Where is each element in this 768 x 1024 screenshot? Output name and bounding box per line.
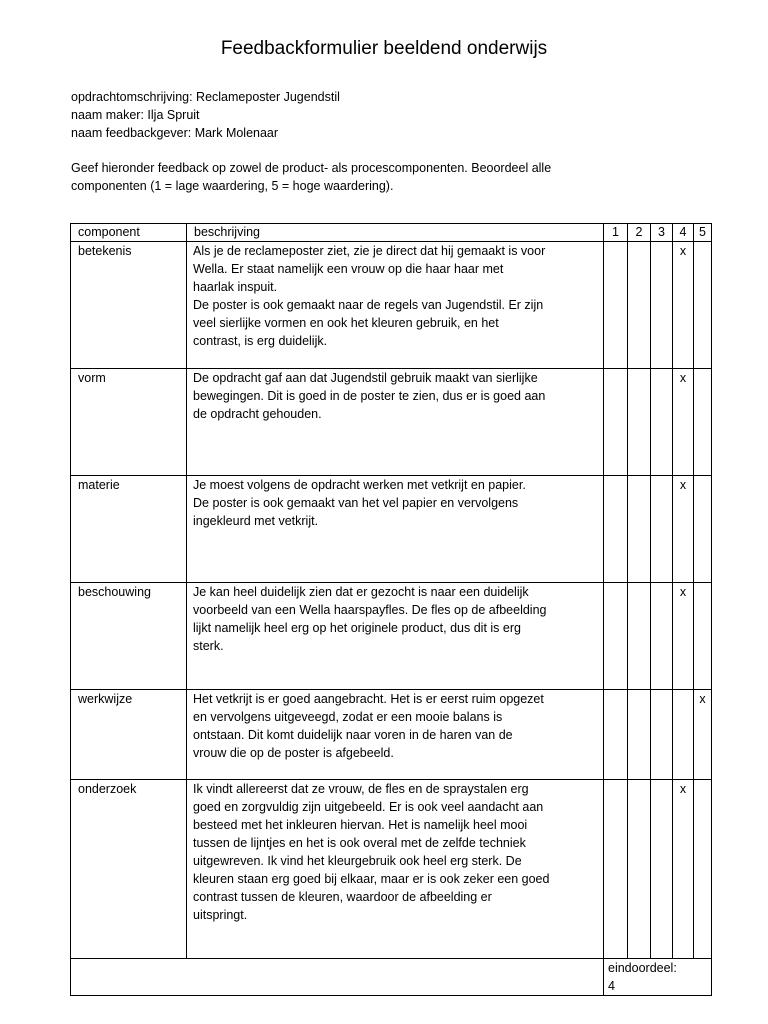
description-line: lijkt namelijk heel erg op het originele product, dus dit is erg: [193, 621, 521, 635]
score-cell-4: x: [673, 476, 694, 583]
score-cell-1: [604, 242, 628, 369]
description-line: Het vetkrijt is er goed aangebracht. Het is er eerst ruim opgezet: [193, 692, 544, 706]
description-cell: [187, 780, 604, 959]
component-cell: beschouwing: [71, 583, 187, 690]
component-cell: onderzoek: [71, 780, 187, 959]
table-row: [71, 690, 712, 780]
score-cell-3: [651, 476, 673, 583]
score-cell-5: x: [694, 690, 712, 780]
description-line: sterk.: [193, 639, 224, 653]
feedback-giver-line: naam feedbackgever: Mark Molenaar: [71, 126, 279, 140]
description-cell: [187, 583, 604, 690]
description-line: contrast, is erg duidelijk.: [193, 334, 328, 348]
final-score-label: eindoordeel:: [608, 961, 677, 975]
score-cell-3: [651, 583, 673, 690]
score-cell-4: x: [673, 242, 694, 369]
instruction-text: [71, 159, 711, 195]
table-row: [71, 583, 712, 690]
score-cell-1: [604, 369, 628, 476]
page-title: Feedbackformulier beeldend onderwijs: [220, 38, 548, 59]
score-cell-5: [694, 583, 712, 690]
description-line: Je moest volgens de opdracht werken met vetkrijt en papier.: [193, 478, 526, 492]
score-cell-3: [651, 780, 673, 959]
description-line: tussen de lijntjes en het is ook overal met de zelfde techniek: [193, 836, 526, 850]
score-cell-5: [694, 780, 712, 959]
final-score-spacer: [71, 959, 604, 996]
description-line: besteed met het inkleuren hiervan. Het is namelijk heel mooi: [193, 818, 528, 832]
component-cell: werkwijze: [71, 690, 187, 780]
table-row: [71, 369, 712, 476]
instruction-line: componenten (1 = lage waardering, 5 = hoge waardering).: [71, 179, 394, 193]
final-score-row: [71, 959, 712, 996]
header-component: component: [71, 224, 187, 242]
score-cell-2: [628, 690, 651, 780]
score-cell-4: x: [673, 369, 694, 476]
description-line: De opdracht gaf aan dat Jugendstil gebruik maakt van sierlijke: [193, 371, 538, 385]
score-cell-2: [628, 242, 651, 369]
description-line: kleuren staan erg goed bij elkaar, maar er is ook zeker een goed: [193, 872, 550, 886]
component-cell: materie: [71, 476, 187, 583]
score-cell-5: [694, 369, 712, 476]
component-cell: betekenis: [71, 242, 187, 369]
header-score-1: 1: [604, 224, 628, 242]
header-score-4: 4: [673, 224, 694, 242]
final-score-cell: [604, 959, 712, 996]
description-line: de opdracht gehouden.: [193, 407, 322, 421]
score-cell-1: [604, 476, 628, 583]
score-cell-3: [651, 242, 673, 369]
component-cell: vorm: [71, 369, 187, 476]
score-cell-2: [628, 476, 651, 583]
description-cell: [187, 476, 604, 583]
maker-line: naam maker: Ilja Spruit: [71, 108, 200, 122]
score-cell-4: x: [673, 583, 694, 690]
score-cell-5: [694, 476, 712, 583]
description-line: contrast tussen de kleuren, waardoor de afbeelding er: [193, 890, 492, 904]
table-row: [71, 476, 712, 583]
score-cell-3: [651, 369, 673, 476]
description-line: en vervolgens uitgeveegd, zodat er een mooie balans is: [193, 710, 503, 724]
score-cell-1: [604, 780, 628, 959]
description-line: Ik vindt allereerst dat ze vrouw, de fles en de spraystalen erg: [193, 782, 529, 796]
header-score-3: 3: [651, 224, 673, 242]
table-row: [71, 780, 712, 959]
header-score-5: 5: [694, 224, 712, 242]
table-header-row: [71, 224, 712, 242]
meta-info: [71, 88, 340, 142]
feedback-table: [70, 223, 712, 996]
score-cell-3: [651, 690, 673, 780]
score-cell-5: [694, 242, 712, 369]
description-cell: [187, 690, 604, 780]
description-line: De poster is ook gemaakt van het vel papier en vervolgens: [193, 496, 519, 510]
instruction-line: Geef hieronder feedback op zowel de product- als procescomponenten. Beoordeel alle: [71, 161, 552, 175]
score-cell-4: x: [673, 780, 694, 959]
description-line: bewegingen. Dit is goed in de poster te zien, dus er is goed aan: [193, 389, 546, 403]
description-line: uitgewreven. Ik vind het kleurgebruik ook heel erg sterk. De: [193, 854, 522, 868]
score-cell-2: [628, 583, 651, 690]
description-line: veel sierlijke vormen en ook het kleuren gebruik, en het: [193, 316, 499, 330]
description-line: Wella. Er staat namelijk een vrouw op die haar haar met: [193, 262, 504, 276]
description-line: goed en zorgvuldig zijn uitgebeeld. Er is ook veel aandacht aan: [193, 800, 544, 814]
description-line: ontstaan. Dit komt duidelijk naar voren in de haren van de: [193, 728, 513, 742]
score-cell-4: [673, 690, 694, 780]
description-cell: [187, 242, 604, 369]
description-cell: [187, 369, 604, 476]
description-line: uitspringt.: [193, 908, 248, 922]
description-line: haarlak inspuit.: [193, 280, 278, 294]
table-row: [71, 242, 712, 369]
description-line: De poster is ook gemaakt naar de regels van Jugendstil. Er zijn: [193, 298, 544, 312]
score-cell-2: [628, 369, 651, 476]
description-line: vrouw die op de poster is afgebeeld.: [193, 746, 394, 760]
score-cell-1: [604, 583, 628, 690]
description-line: voorbeeld van een Wella haarspayfles. De fles op de afbeelding: [193, 603, 547, 617]
description-line: ingekleurd met vetkrijt.: [193, 514, 319, 528]
score-cell-1: [604, 690, 628, 780]
description-line: Als je de reclameposter ziet, zie je direct dat hij gemaakt is voor: [193, 244, 546, 258]
header-description: beschrijving: [187, 224, 604, 242]
assignment-line: opdrachtomschrijving: Reclameposter Jugendstil: [71, 90, 340, 104]
header-score-2: 2: [628, 224, 651, 242]
description-line: Je kan heel duidelijk zien dat er gezocht is naar een duidelijk: [193, 585, 529, 599]
score-cell-2: [628, 780, 651, 959]
final-score-value: 4: [608, 979, 615, 993]
